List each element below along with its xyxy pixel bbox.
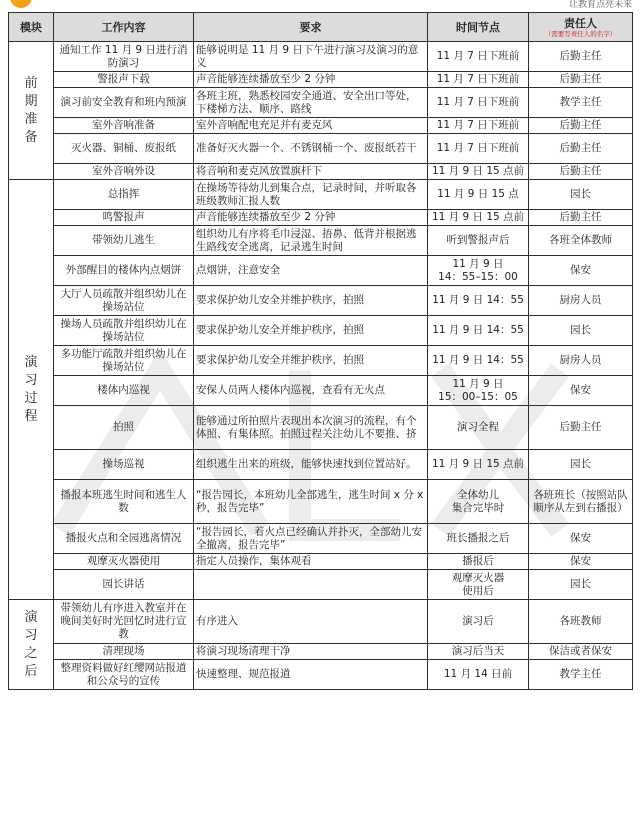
table-row [9,524,633,554]
cell-owner: 园长 [529,570,633,600]
cell-content: 楼体内巡视 [54,376,194,406]
cell-requirement: 要求保护幼儿安全并维护秩序，拍照 [194,346,428,376]
stage-label-after: 演习之后 [9,600,54,690]
cell-owner: 厨房人员 [529,286,633,316]
header-module: 模块 [9,13,54,42]
cell-owner: 厨房人员 [529,346,633,376]
table-row [9,180,633,210]
cell-content: 灭火器、铜桶、废报纸 [54,134,194,164]
cell-time: 演习全程 [428,406,529,450]
cell-content: 操场人员疏散并组织幼儿在操场站位 [54,316,194,346]
table-row [9,406,633,450]
cell-owner: 保安 [529,376,633,406]
cell-requirement: 指定人员操作，集体观看 [194,554,428,570]
table-row [9,286,633,316]
cell-time: 11 月 7 日下班前 [428,72,529,88]
cell-time: 播报后 [428,554,529,570]
cell-owner: 后勤主任 [529,42,633,72]
cell-requirement: 在操场等待幼儿到集合点，记录时间，并听取各班级教师汇报人数 [194,180,428,210]
cell-owner: 后勤主任 [529,210,633,226]
cell-owner: 教学主任 [529,660,633,690]
cell-content: 带领幼儿有序进入教室并在晚间美好时光回忆时进行宣教 [54,600,194,644]
cell-owner: 后勤主任 [529,164,633,180]
cell-owner: 后勤主任 [529,134,633,164]
cell-requirement: 室外音响配电充足并有麦克风 [194,118,428,134]
cell-time: 演习后 [428,600,529,644]
cell-requirement [194,570,428,600]
cell-content: 播报火点和全园逃离情况 [54,524,194,554]
table-row [9,644,633,660]
cell-time: 11 月 9 日 14：55 [428,286,529,316]
table-header-row [9,13,633,42]
cell-time: 11 月 7 日下班前 [428,118,529,134]
stage-label-prep: 前期准备 [9,42,54,180]
cell-owner: 园长 [529,450,633,480]
cell-content: 拍照 [54,406,194,450]
cell-time: 11 月 9 日 14：55 [428,346,529,376]
table-row [9,134,633,164]
cell-content: 警报声下载 [54,72,194,88]
cell-owner: 各班教师 [529,600,633,644]
table-row [9,554,633,570]
cell-requirement: 声音能够连续播放至少 2 分钟 [194,72,428,88]
cell-requirement: 准备好灭火器一个、不锈钢桶一个、废报纸若干 [194,134,428,164]
cell-requirement: 组织幼儿有序将毛巾浸湿、捂鼻、低背并根据逃生路线安全逃离，记录逃生时间 [194,226,428,256]
stage-label-drill: 演习过程 [9,180,54,600]
cell-time: 11 月 9 日 14：55 [428,316,529,346]
cell-time: 11 月 14 日前 [428,660,529,690]
cell-time: 11 月 7 日下班前 [428,134,529,164]
slogan: 让教育点亮未来 [568,0,632,10]
cell-requirement: 点烟饼，注意安全 [194,256,428,286]
cell-time: 11 月 9 日 15 点前 [428,164,529,180]
table-row [9,600,633,644]
table-row [9,570,633,600]
cell-requirement: 组织逃生出来的班级，能够快速找到位置站好。 [194,450,428,480]
table-row [9,480,633,524]
cell-owner: 保安 [529,524,633,554]
cell-content: 带领幼儿逃生 [54,226,194,256]
header-requirement: 要求 [194,13,428,42]
table-row [9,346,633,376]
cell-content: 大厅人员疏散并组织幼儿在操场站位 [54,286,194,316]
table-row [9,164,633,180]
drill-plan-table [8,12,633,690]
cell-content: 观摩灭火器使用 [54,554,194,570]
cell-time: 听到警报声后 [428,226,529,256]
cell-owner: 后勤主任 [529,118,633,134]
cell-time: 11 月 9 日 15 点前 [428,210,529,226]
cell-requirement: “报告园长，本班幼儿全部逃生，逃生时间 x 分 x 秒，报告完毕” [194,480,428,524]
header-content: 工作内容 [54,13,194,42]
cell-owner: 后勤主任 [529,406,633,450]
cell-time: 班长播报之后 [428,524,529,554]
table-row [9,118,633,134]
cell-requirement: 各班主班，熟悉校园安全通道、安全出口等处，下楼梯方法、顺序、路线 [194,88,428,118]
cell-content: 多功能厅疏散并组织幼儿在操场站位 [54,346,194,376]
cell-requirement: 安保人员两人楼体内巡视，查看有无火点 [194,376,428,406]
cell-requirement: 能够通过所拍照片表现出本次演习的流程，有个体照、有集体照。拍照过程关注幼儿不要推、挤 [194,406,428,450]
header-time: 时间节点 [428,13,529,42]
cell-requirement: 声音能够连续播放至少 2 分钟 [194,210,428,226]
table-row [9,226,633,256]
cell-time: 11 月 9 日 15：00–15：05 [428,376,529,406]
cell-time: 观摩灭火器 使用后 [428,570,529,600]
cell-requirement: 快速整理、规范报道 [194,660,428,690]
cell-time: 演习后当天 [428,644,529,660]
header-owner [529,13,633,42]
cell-content: 整理资料做好红缨网站报道和公众号的宣传 [54,660,194,690]
cell-owner: 保安 [529,256,633,286]
header-owner-label: 责任人 [564,16,597,30]
cell-time: 全体幼儿 集合完毕时 [428,480,529,524]
cell-requirement: “报告园长，着火点已经确认并扑灭，全部幼儿安全撤离，报告完毕” [194,524,428,554]
cell-content: 播报本班逃生时间和逃生人数 [54,480,194,524]
cell-requirement: 要求保护幼儿安全并维护秩序，拍照 [194,286,428,316]
table-row [9,450,633,480]
cell-content: 清理现场 [54,644,194,660]
table-row [9,210,633,226]
cell-content: 通知工作 11 月 9 日进行消防演习 [54,42,194,72]
table-row [9,42,633,72]
table-row [9,256,633,286]
table-row [9,72,633,88]
table-row [9,316,633,346]
cell-content: 外部醒目的楼体内点烟饼 [54,256,194,286]
cell-time: 11 月 9 日 15 点 [428,180,529,210]
cell-requirement: 有序进入 [194,600,428,644]
cell-content: 园长讲话 [54,570,194,600]
cell-content: 室外音响准备 [54,118,194,134]
cell-owner: 保安 [529,554,633,570]
cell-owner: 各班全体教师 [529,226,633,256]
cell-owner: 后勤主任 [529,72,633,88]
cell-requirement: 将音响和麦克风放置旗杆下 [194,164,428,180]
cell-owner: 各班班长（按照站队顺序从左到右播报） [529,480,633,524]
cell-time: 11 月 9 日 14：55–15：00 [428,256,529,286]
cell-content: 总指挥 [54,180,194,210]
cell-content: 演习前安全教育和班内预演 [54,88,194,118]
cell-content: 鸣警报声 [54,210,194,226]
table-row [9,660,633,690]
cell-time: 11 月 7 日下班前 [428,42,529,72]
cell-requirement: 要求保护幼儿安全并维护秩序，拍照 [194,316,428,346]
table-row [9,88,633,118]
cell-owner: 园长 [529,316,633,346]
header-owner-note: （需要写责任人的名字） [544,29,617,38]
table-row [9,376,633,406]
cell-content: 操场巡视 [54,450,194,480]
cell-owner: 教学主任 [529,88,633,118]
logo-icon [10,0,32,8]
cell-requirement: 将演习现场清理干净 [194,644,428,660]
cell-requirement: 能够说明是 11 月 9 日下午进行演习及演习的意义 [194,42,428,72]
cell-owner: 园长 [529,180,633,210]
header-strip [0,0,640,12]
cell-content: 室外音响外设 [54,164,194,180]
cell-time: 11 月 9 日 15 点前 [428,450,529,480]
cell-owner: 保洁或者保安 [529,644,633,660]
cell-time: 11 月 7 日下班前 [428,88,529,118]
